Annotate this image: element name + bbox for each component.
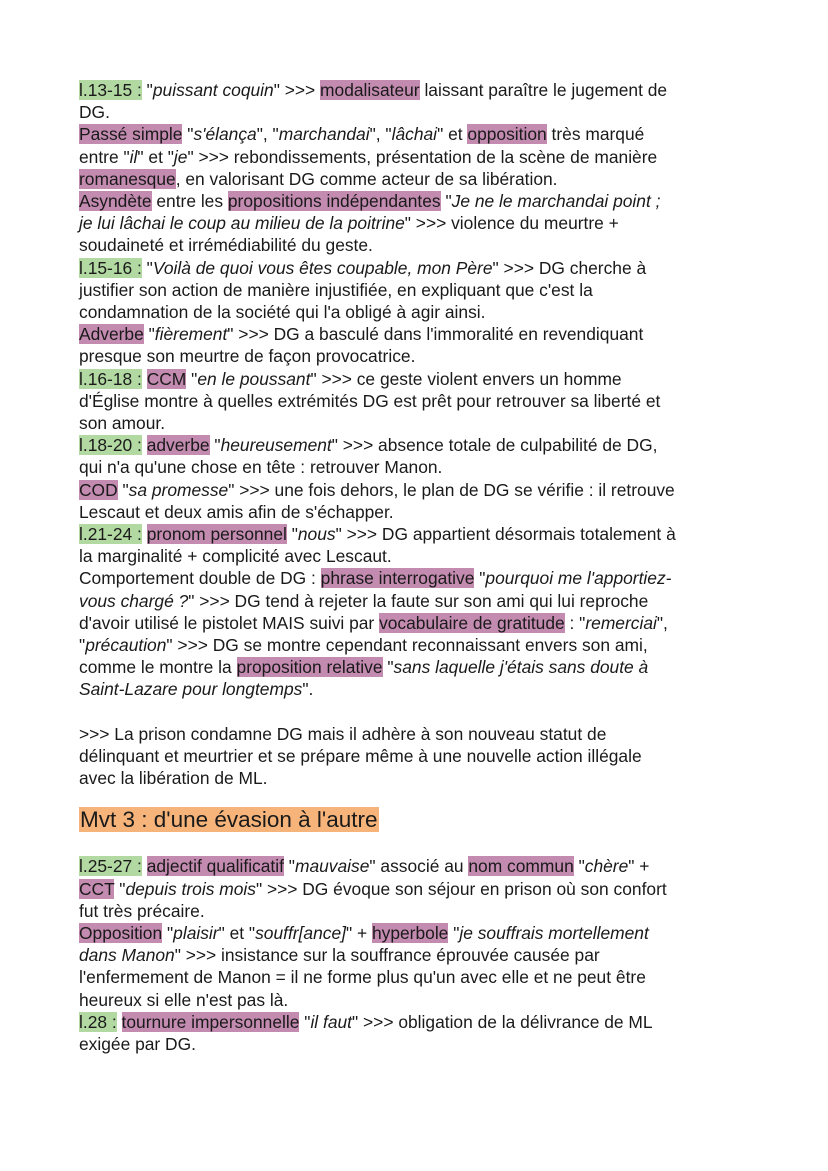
text-line	[79, 479, 759, 501]
blank-line	[79, 701, 759, 723]
text-segment: "	[141, 80, 153, 100]
text-segment	[142, 856, 147, 876]
text-line	[79, 922, 759, 944]
text-segment: "	[182, 124, 194, 145]
line-reference-highlight: l.28 :	[79, 1011, 117, 1032]
text-segment: : "	[564, 612, 586, 633]
text-segment: " >>> DG a basculé dans l'immoralité en revendiquant	[227, 324, 644, 345]
quotation-text: chère	[584, 856, 629, 877]
quotation-text: vous chargé ?	[79, 590, 189, 611]
text-segment: , en valorisant DG comme acteur de sa libération.	[175, 168, 558, 189]
text-segment: " >>> insistance sur la souffrance éprouvée causée par	[174, 945, 600, 966]
quotation-text: s'élança	[193, 124, 257, 145]
figure-of-speech-highlight: propositions indépendantes	[227, 191, 441, 212]
text-segment: presque son meurtre de façon provocatrice.	[79, 346, 416, 367]
figure-of-speech-highlight: adjectif qualificatif	[146, 856, 284, 877]
figure-of-speech-highlight: Asyndète	[79, 191, 152, 212]
text-segment: DG.	[79, 102, 110, 123]
text-segment: " >>> DG évoque son séjour en prison où son confort	[255, 878, 667, 899]
text-segment: avec la libération de ML.	[79, 768, 268, 789]
text-segment: " +	[345, 922, 372, 943]
quotation-text: plaisir	[173, 922, 219, 943]
text-segment: " et	[437, 124, 468, 145]
figure-of-speech-highlight: hyperbole	[371, 922, 449, 943]
text-line	[79, 545, 759, 567]
quotation-text: Voilà de quoi vous êtes coupable, mon Père	[152, 257, 493, 278]
text-line	[79, 1033, 759, 1055]
text-segment: " >>> DG appartient désormais totalement à	[335, 524, 676, 545]
text-segment: ", "	[256, 124, 279, 145]
text-line	[79, 523, 759, 545]
text-line	[79, 900, 759, 922]
text-segment: "	[162, 922, 174, 943]
line-reference-highlight: l.21-24 :	[79, 524, 142, 545]
section-heading	[79, 805, 759, 835]
quotation-text: Je ne le marchandai point ;	[451, 191, 661, 212]
quotation-text: souffr[ance]	[255, 922, 346, 943]
quotation-text: je	[173, 146, 188, 167]
text-line	[79, 323, 759, 345]
text-segment: "	[141, 257, 153, 278]
text-segment: " >>>	[273, 80, 321, 100]
figure-of-speech-highlight: Opposition	[79, 922, 163, 943]
figure-of-speech-highlight: proposition relative	[236, 657, 383, 678]
text-line	[79, 966, 759, 988]
text-segment: "	[448, 922, 460, 943]
text-segment	[142, 435, 147, 455]
quotation-text: remerciai	[585, 612, 657, 633]
quotation-text: je souffrais mortellement	[459, 922, 649, 943]
text-segment: " >>> rebondissements, présentation de la scène de manière	[187, 146, 658, 167]
text-segment: " associé au	[369, 856, 469, 877]
text-line	[79, 390, 759, 412]
text-segment: " >>> DG tend à rejeter la faute sur son ami qui lui reproche	[188, 590, 649, 611]
figure-of-speech-highlight: tournure impersonnelle	[121, 1011, 300, 1032]
text-segment: " >>> absence totale de culpabilité de DG,	[331, 435, 658, 456]
text-segment: entre les	[151, 191, 228, 212]
text-segment: délinquant et meurtrier et se prépare même à une nouvelle action illégale	[79, 745, 642, 766]
quotation-text: sa promesse	[128, 479, 229, 500]
text-line	[79, 878, 759, 900]
text-segment: soudaineté et irrémédiabilité du geste.	[79, 235, 373, 256]
text-line	[79, 944, 759, 966]
figure-of-speech-highlight: CCT	[79, 878, 115, 899]
text-line	[79, 234, 759, 256]
figure-of-speech-highlight: adverbe	[146, 435, 210, 456]
text-segment: " >>> obligation de la délivrance de ML	[352, 1011, 653, 1032]
text-line	[79, 612, 759, 634]
text-segment: très marqué	[546, 124, 645, 145]
heading-highlight: Mvt 3 : d'une évasion à l'autre	[80, 807, 378, 833]
text-segment: " +	[628, 856, 650, 877]
text-segment: "	[117, 479, 129, 500]
text-line	[79, 989, 759, 1011]
text-line	[79, 257, 759, 279]
text-line	[79, 723, 759, 745]
text-line	[79, 301, 759, 323]
text-line	[79, 434, 759, 456]
movement-3-analysis	[79, 855, 759, 1055]
text-segment	[142, 369, 147, 389]
text-segment: Comportement double de DG :	[79, 568, 321, 589]
text-segment: " >>> une fois dehors, le plan de DG se vérifie : il retrouve	[228, 479, 675, 500]
quotation-text: en le poussant	[197, 368, 311, 389]
text-segment: justifier son action de manière injustifiée, en expliquant que c'est la	[79, 279, 593, 300]
quotation-text: marchandai	[278, 124, 370, 145]
text-segment: Lescaut et deux amis afin de s'échapper.	[79, 501, 394, 522]
text-line	[79, 634, 759, 656]
text-line	[79, 745, 759, 767]
line-reference-highlight: l.13-15 :	[79, 80, 142, 100]
text-segment: comme le montre la	[79, 657, 237, 678]
text-segment: " et "	[137, 146, 174, 167]
line-reference-highlight: l.15-16 :	[79, 257, 142, 278]
text-segment: " et "	[218, 922, 256, 943]
text-segment	[142, 524, 147, 544]
figure-of-speech-highlight: romanesque	[79, 168, 176, 189]
text-segment: laissant paraître le jugement de	[419, 80, 668, 100]
text-segment: la marginalité + complicité avec Lescaut.	[79, 546, 392, 567]
text-line	[79, 1011, 759, 1033]
text-segment: ".	[302, 679, 314, 700]
text-segment: "	[382, 657, 394, 678]
line-reference-highlight: l.18-20 :	[79, 435, 142, 456]
text-line	[79, 656, 759, 678]
text-segment: entre "	[79, 146, 130, 167]
quotation-text: je lui lâchai le coup au milieu de la poitrine	[79, 213, 405, 234]
text-line	[79, 190, 759, 212]
text-segment: "	[114, 878, 126, 899]
text-segment: d'avoir utilisé le pistolet MAIS suivi par	[79, 612, 380, 633]
text-line	[79, 279, 759, 301]
text-line	[79, 101, 759, 123]
text-segment: "	[573, 856, 585, 877]
figure-of-speech-highlight: phrase interrogative	[320, 568, 475, 589]
quotation-text: il	[129, 146, 138, 167]
figure-of-speech-highlight: opposition	[467, 124, 547, 145]
quotation-text: précaution	[85, 635, 167, 656]
quotation-text: depuis trois mois	[125, 878, 256, 899]
text-segment: " >>> violence du meurtre +	[404, 213, 619, 234]
line-reference-highlight: l.25-27 :	[79, 856, 142, 877]
text-line	[79, 168, 759, 190]
text-segment: ",	[656, 612, 668, 633]
text-segment: ", "	[369, 124, 392, 145]
text-segment: "	[283, 856, 295, 877]
figure-of-speech-highlight: COD	[79, 479, 118, 500]
movement-2-analysis	[79, 79, 759, 789]
quotation-text: sans laquelle j'étais sans doute à	[393, 657, 649, 678]
text-segment: d'Église montre à quelles extrémités DG est prêt pour retrouver sa liberté et	[79, 390, 661, 411]
text-line	[79, 212, 759, 234]
text-segment	[117, 1012, 122, 1032]
text-segment: "	[79, 635, 86, 656]
text-segment: fut très précaire.	[79, 900, 205, 921]
text-segment: "	[440, 191, 452, 212]
text-segment: "	[143, 324, 155, 345]
text-line	[79, 146, 759, 168]
quotation-text: nous	[297, 524, 336, 545]
text-segment: "	[209, 435, 221, 456]
quotation-text: dans Manon	[79, 945, 175, 966]
figure-of-speech-highlight: pronom personnel	[146, 524, 287, 545]
quotation-text: mauvaise	[294, 856, 370, 877]
figure-of-speech-highlight: nom commun	[468, 856, 574, 877]
quotation-text: il faut	[310, 1011, 353, 1032]
text-segment: condamnation de la société qui l'a obligé à agir ainsi.	[79, 302, 486, 323]
text-segment: son amour.	[79, 413, 166, 434]
figure-of-speech-highlight: Passé simple	[79, 124, 183, 145]
text-line	[79, 123, 759, 145]
text-line	[79, 345, 759, 367]
text-segment: "	[186, 368, 198, 389]
quotation-text: puissant coquin	[152, 80, 274, 100]
text-segment: "	[299, 1011, 311, 1032]
text-line	[79, 368, 759, 390]
text-line	[79, 79, 759, 101]
text-line	[79, 501, 759, 523]
text-segment: " >>> DG se montre cependant reconnaissant envers son ami,	[166, 635, 648, 656]
text-line	[79, 567, 759, 589]
figure-of-speech-highlight: vocabulaire de gratitude	[379, 612, 565, 633]
text-line	[79, 412, 759, 434]
figure-of-speech-highlight: Adverbe	[79, 324, 144, 345]
text-segment: "	[286, 524, 298, 545]
quotation-text: heureusement	[220, 435, 332, 456]
text-segment: qui n'a qu'une chose en tête : retrouver Manon.	[79, 457, 443, 478]
notes-content	[79, 79, 759, 1055]
text-segment: l'enfermement de Manon = il ne forme plus qu'un avec elle et ne peut être	[79, 967, 646, 988]
text-line	[79, 456, 759, 478]
quotation-text: Saint-Lazare pour longtemps	[79, 679, 303, 700]
quotation-text: fièrement	[154, 324, 228, 345]
text-segment: " >>> DG cherche à	[492, 257, 647, 278]
text-line	[79, 767, 759, 789]
text-line	[79, 590, 759, 612]
line-reference-highlight: l.16-18 :	[79, 368, 142, 389]
text-segment: "	[474, 568, 486, 589]
figure-of-speech-highlight: modalisateur	[320, 80, 420, 100]
text-segment: " >>> ce geste violent envers un homme	[310, 368, 622, 389]
text-line	[79, 855, 759, 877]
text-segment: >>> La prison condamne DG mais il adhère à son nouveau statut de	[79, 723, 607, 744]
quotation-text: pourquoi me l'apportiez-	[485, 568, 672, 589]
text-segment: exigée par DG.	[79, 1033, 196, 1054]
figure-of-speech-highlight: CCM	[146, 368, 187, 389]
text-line	[79, 678, 759, 700]
text-segment: heureux si elle n'est pas là.	[79, 989, 289, 1010]
quotation-text: lâchai	[391, 124, 438, 145]
